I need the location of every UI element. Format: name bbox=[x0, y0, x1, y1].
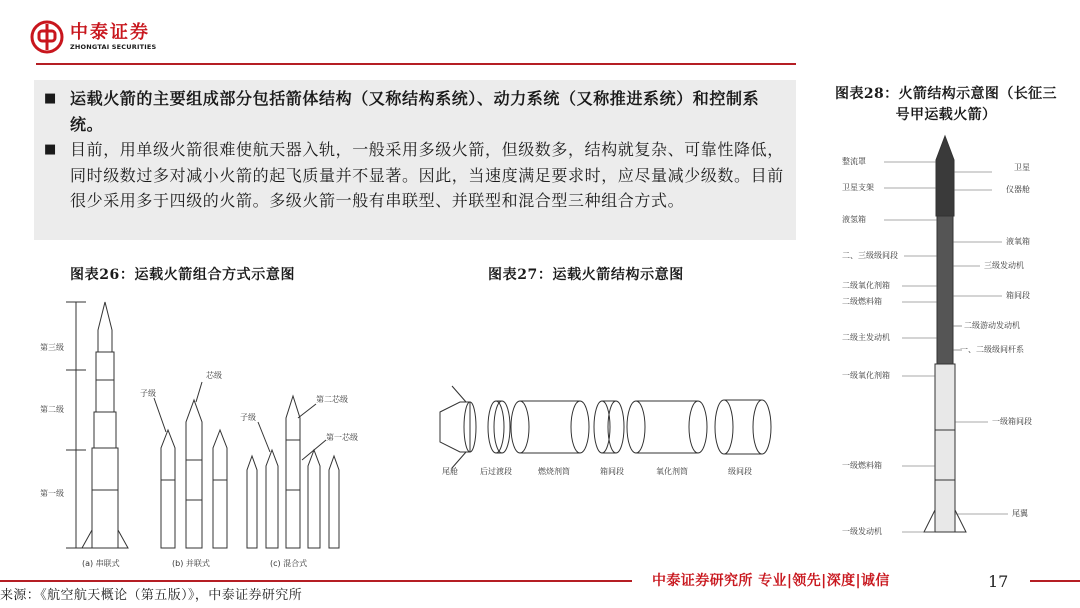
figure-27-rocket-structure-exploded bbox=[430, 372, 786, 482]
label-intertank: 箱间段 bbox=[600, 467, 624, 476]
label-fairing: 整流罩 bbox=[842, 157, 866, 166]
label-intertank-section: 箱间段 bbox=[1006, 291, 1030, 300]
label-stage1-intertank: 一级箱间段 bbox=[992, 417, 1032, 426]
header-divider bbox=[36, 63, 796, 65]
label-stage3-engine: 三级发动机 bbox=[984, 261, 1024, 270]
label-fuel-tank: 燃烧剂筒 bbox=[538, 467, 570, 476]
label-interstage-2-3: 二、三级级间段 bbox=[842, 251, 898, 260]
summary-bullet bbox=[44, 137, 784, 214]
sub-caption-mixed: (c) 混合式 bbox=[270, 559, 308, 568]
sub-caption-serial: (a) 串联式 bbox=[82, 559, 120, 568]
label-sub-stage-mixed: 子级 bbox=[240, 413, 256, 422]
figure-28-long-march-3a bbox=[840, 130, 1070, 550]
footer-divider-right bbox=[1030, 580, 1080, 582]
label-satellite-adapter: 卫星支架 bbox=[842, 183, 874, 192]
sub-caption-parallel: (b) 并联式 bbox=[172, 559, 210, 568]
label-lh2-tank: 液氢箱 bbox=[842, 215, 866, 224]
footer-brand: 中泰证券研究所 专业|领先|深度|诚信 bbox=[652, 573, 890, 589]
label-oxidizer-tank: 氧化剂筒 bbox=[656, 467, 688, 476]
brand-logo bbox=[30, 20, 156, 54]
label-satellite: 卫星 bbox=[1014, 163, 1030, 172]
summary-bullet-text: 目前，用单级火箭很难使航天器入轨，一般采用多级火箭，但级数多，结构就复杂、可靠性降低，同时级数过多对减小火箭的起飞质量并不显著。因此，当速度满足要求时，应尽量减少级数。目前很少采用多于四级的火箭。多级火箭一般有串联型、并联型和混合型三种组合方式。 bbox=[70, 140, 784, 210]
figure-26-rocket-configurations bbox=[36, 290, 402, 572]
label-lox-tank: 液氧箱 bbox=[1006, 237, 1030, 246]
summary-bullet bbox=[44, 86, 784, 137]
label-stage-1: 第一级 bbox=[40, 489, 64, 498]
label-aft-transition: 后过渡段 bbox=[480, 467, 512, 476]
label-core-stage: 芯级 bbox=[206, 371, 222, 380]
bullet-square-icon: ■ bbox=[44, 91, 57, 106]
label-interstage-truss: 一、二级级间杆系 bbox=[960, 345, 1024, 354]
label-second-core: 第二芯级 bbox=[316, 395, 348, 404]
brand-name-cn: 中泰证券 bbox=[70, 22, 150, 43]
label-stage-3: 第三级 bbox=[40, 343, 64, 352]
label-stage2-oxidizer: 二级氧化剂箱 bbox=[842, 281, 890, 290]
label-stage2-main-engine: 二级主发动机 bbox=[842, 333, 890, 342]
source-note: 来源：《航空航天概论（第五版）》，中泰证券研究所 bbox=[0, 588, 303, 603]
label-instrument-bay: 仪器舱 bbox=[1006, 185, 1030, 194]
bullet-square-icon: ■ bbox=[44, 142, 57, 157]
page-number: 17 bbox=[988, 572, 1009, 591]
label-sub-stage: 子级 bbox=[140, 389, 156, 398]
summary-box bbox=[34, 80, 796, 240]
label-stage1-engine: 一级发动机 bbox=[842, 527, 882, 536]
figure-27-caption: 图表27：运载火箭结构示意图 bbox=[488, 267, 684, 283]
label-stage2-vernier: 二级游动发动机 bbox=[964, 321, 1020, 330]
label-stage-2: 第二级 bbox=[40, 405, 64, 414]
label-stage2-fuel: 二级燃料箱 bbox=[842, 297, 882, 306]
brand-name-en: ZHONGTAI SECURITIES bbox=[70, 43, 157, 51]
summary-bullet-text: 运载火箭的主要组成部分包括箭体结构（又称结构系统）、动力系统（又称推进系统）和控制系统。 bbox=[70, 89, 760, 134]
label-interstage: 级间段 bbox=[728, 467, 752, 476]
label-stage1-fuel: 一级燃料箱 bbox=[842, 461, 882, 470]
zhongtai-logo-icon bbox=[30, 20, 64, 54]
figure-28-caption: 图表28：火箭结构示意图（长征三号甲运载火箭） bbox=[835, 86, 1057, 123]
label-tail-cabin: 尾舱 bbox=[442, 467, 458, 476]
label-tail-fin: 尾翼 bbox=[1012, 509, 1028, 518]
label-stage1-oxidizer: 一级氧化剂箱 bbox=[842, 371, 890, 380]
footer-divider-left bbox=[0, 580, 632, 582]
label-first-core: 第一芯级 bbox=[326, 433, 358, 442]
figure-26-caption: 图表26：运载火箭组合方式示意图 bbox=[70, 267, 296, 283]
